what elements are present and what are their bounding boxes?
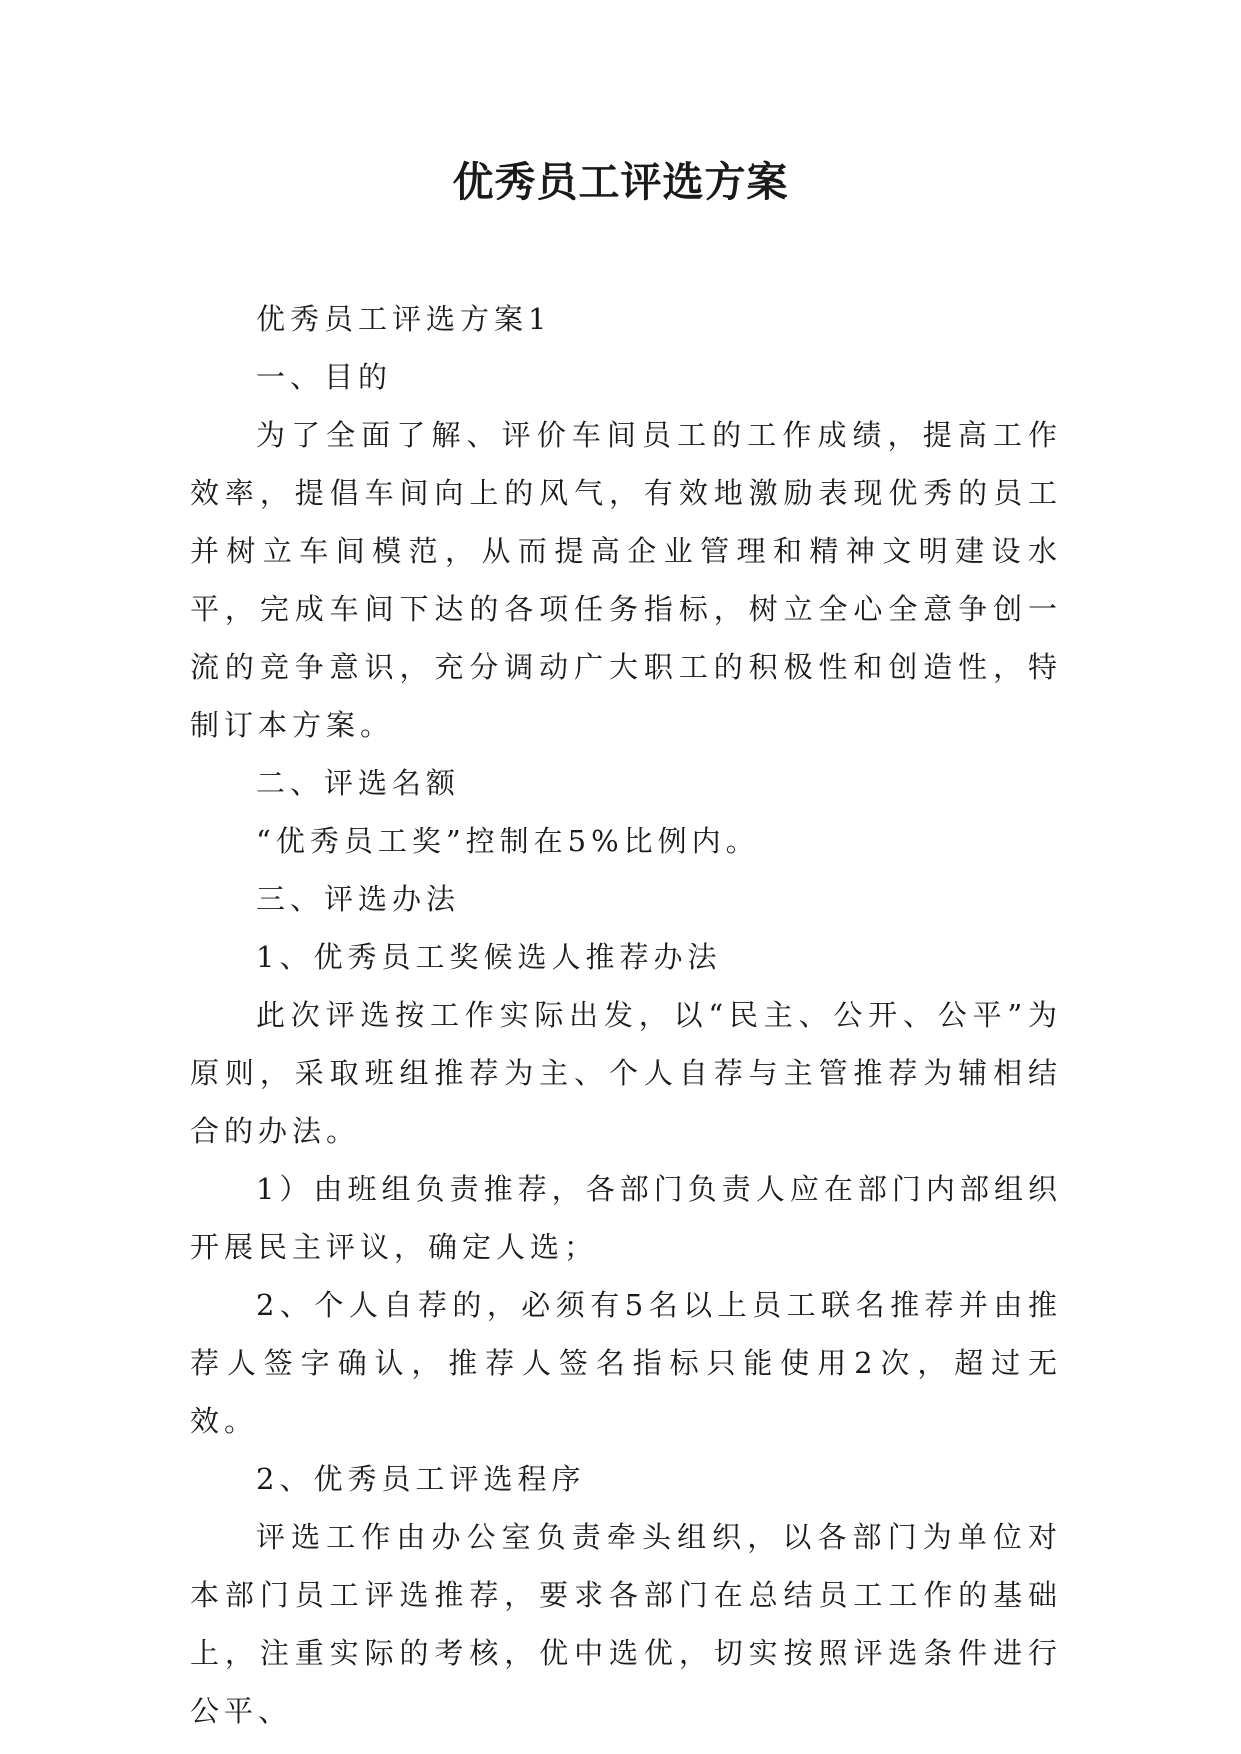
paragraph-heading-method: 三、评选办法: [256, 882, 461, 916]
paragraph-subtitle: 优秀员工评选方案1: [256, 302, 552, 336]
paragraph-quota-text: “优秀员工奖”控制在5%比例内。: [256, 824, 760, 858]
document-title: 优秀员工评选方案: [452, 158, 789, 206]
paragraph-recommend-text: 此次评选按工作实际出发，以“民主、公开、公平”为原则，采取班组推荐为主、个人自荐与主管推荐为辅相结合的办法。: [190, 998, 1062, 1148]
paragraph-heading-quota: 二、评选名额: [256, 766, 461, 800]
document-body: [190, 290, 1062, 1740]
paragraph-purpose-text: 为了全面了解、评价车间员工的工作成绩，提高工作效率，提倡车间向上的风气，有效地激励表现优秀的员工并树立车间模范，从而提高企业管理和精神文明建设水平，完成车间下达的各项任务指标，树立全心全意争创一流的竞争意识，充分调动广大职工的积极性和创造性，特制订本方案。: [190, 418, 1062, 742]
paragraph-heading-purpose: 一、目的: [256, 360, 393, 394]
paragraph-heading-procedure: 2、优秀员工评选程序: [256, 1462, 586, 1496]
paragraph-team-recommend: 1）由班组负责推荐，各部门负责人应在部门内部组织开展民主评议，确定人选；: [190, 1172, 1062, 1264]
paragraph-heading-recommend: 1、优秀员工奖候选人推荐办法: [256, 940, 722, 974]
paragraph-self-recommend: 2、个人自荐的，必须有5名以上员工联名推荐并由推荐人签字确认，推荐人签名指标只能使用2次，超过无效。: [190, 1288, 1062, 1438]
paragraph-procedure-text: 评选工作由办公室负责牵头组织，以各部门为单位对本部门员工评选推荐，要求各部门在总结员工工作的基础上，注重实际的考核，优中选优，切实按照评选条件进行公平、: [190, 1520, 1062, 1728]
